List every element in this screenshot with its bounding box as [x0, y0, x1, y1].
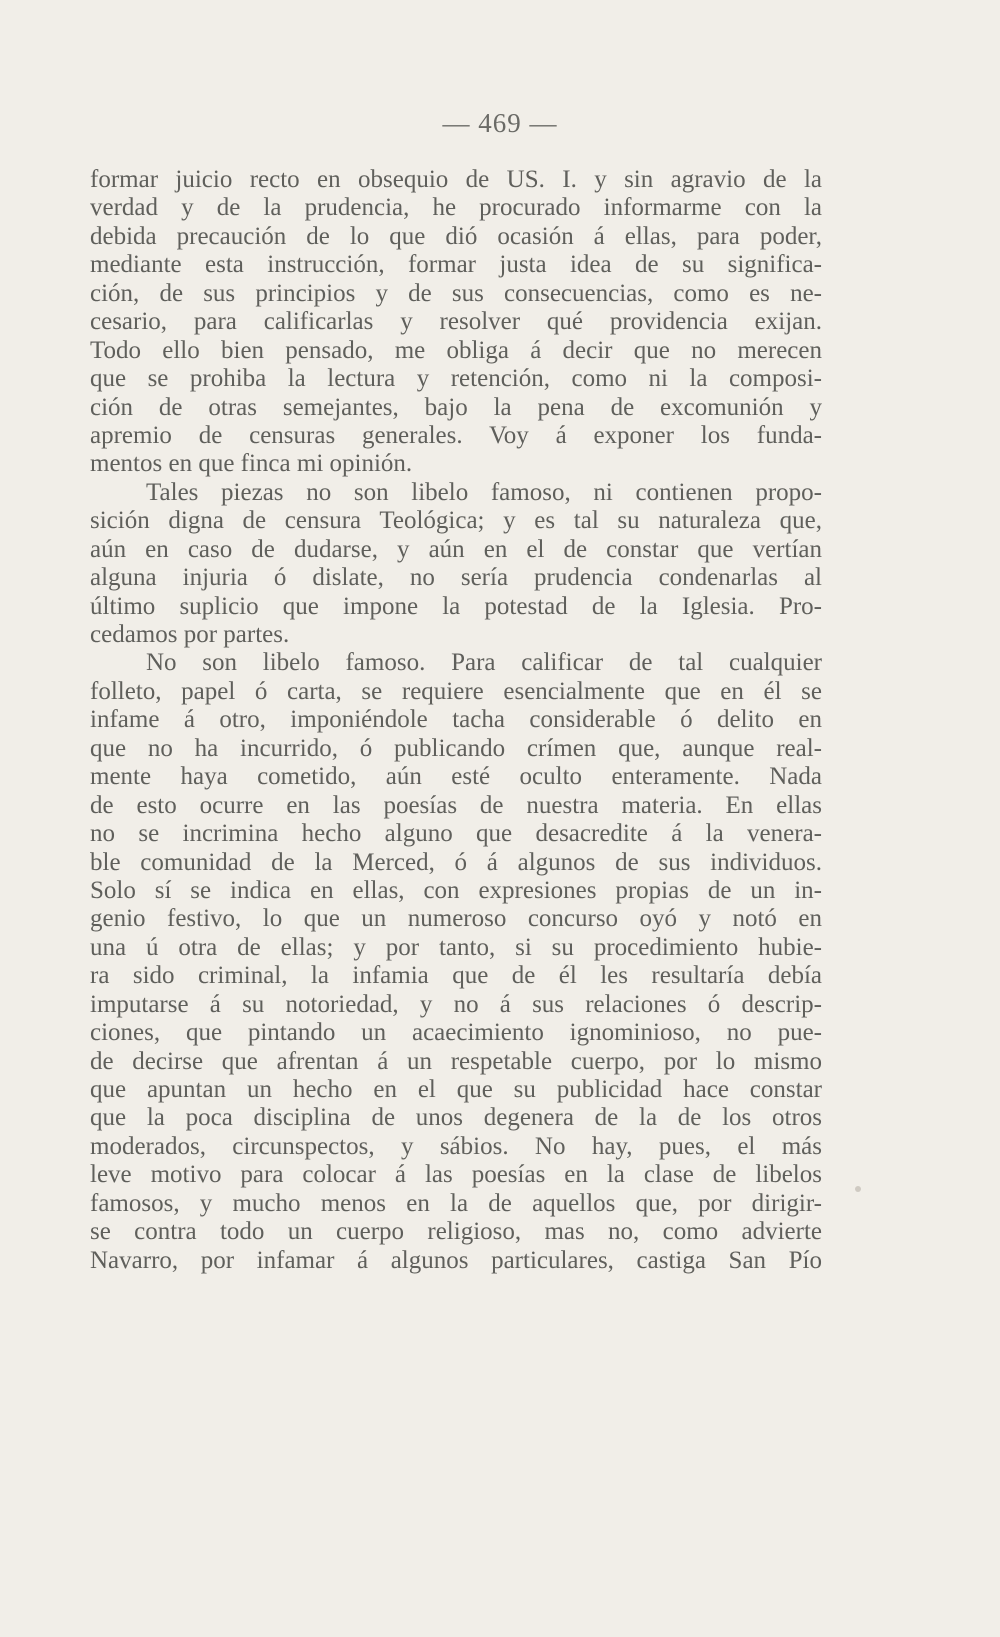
- text-line: mente haya cometido, aún esté oculto enteramente. Nada: [90, 763, 822, 791]
- text-line: que apuntan un hecho en el que su publicidad hace constar: [90, 1076, 822, 1103]
- text-line: famosos, y mucho menos en la de aquellos que, por dirigir-: [90, 1189, 822, 1217]
- text-line: verdad y de la prudencia, he procurado informarme con la: [90, 194, 822, 222]
- text-line: ción de otras semejantes, bajo la pena de excomunión y: [90, 393, 822, 421]
- text-line: No son libelo famoso. Para calificar de tal cualquier: [146, 649, 822, 677]
- text-line: de decirse que afrentan á un respetable cuerpo, por lo mismo: [90, 1047, 822, 1075]
- text-line: formar juicio recto en obsequio de US. I. y sin agravio de la: [90, 166, 822, 193]
- text-line: Solo sí se indica en ellas, con expresiones propias de un in-: [90, 876, 822, 904]
- text-line: mediante esta instrucción, formar justa idea de su significa-: [90, 251, 822, 279]
- text-line: aún en caso de dudarse, y aún en el de constar que vertían: [90, 535, 822, 563]
- text-line: moderados, circunspectos, y sábios. No hay, pues, el más: [90, 1132, 822, 1160]
- page-number: — 469 —: [442, 108, 558, 138]
- text-line: ciones, que pintando un acaecimiento ignominioso, no pue-: [90, 1019, 822, 1047]
- text-line: cedamos por partes.: [90, 621, 290, 648]
- text-line: último suplicio que impone la potestad de la Iglesia. Pro-: [90, 592, 822, 620]
- text-line: que se prohiba la lectura y retención, como ni la composi-: [90, 365, 822, 393]
- text-line: Navarro, por infamar á algunos particulares, castiga San Pío: [90, 1246, 822, 1274]
- text-line: que la poca disciplina de unos degenera de la de los otros: [90, 1104, 822, 1132]
- text-line: genio festivo, lo que un numeroso concurso oyó y notó en: [90, 905, 822, 933]
- text-line: que no ha incurrido, ó publicando crímen que, aunque real-: [90, 734, 822, 762]
- text-line: ción, de sus principios y de sus consecuencias, como es ne-: [90, 279, 822, 307]
- text-line: ra sido criminal, la infamia que de él les resultaría debía: [90, 962, 822, 990]
- text-line: alguna injuria ó dislate, no sería prudencia condenarlas al: [90, 564, 822, 592]
- text-line: sición digna de censura Teológica; y es tal su naturaleza que,: [90, 507, 822, 535]
- text-line: folleto, papel ó carta, se requiere esencialmente que en él se: [90, 677, 822, 705]
- text-line: se contra todo un cuerpo religioso, mas no, como advierte: [90, 1218, 822, 1246]
- text-line: de esto ocurre en las poesías de nuestra materia. En ellas: [90, 791, 822, 819]
- text-line: leve motivo para colocar á las poesías en la clase de libelos: [90, 1161, 822, 1189]
- text-line: infame á otro, imponiéndole tacha considerable ó delito en: [90, 706, 822, 734]
- text-line: imputarse á su notoriedad, y no á sus relaciones ó descrip-: [90, 990, 822, 1018]
- body-text: [90, 166, 822, 1275]
- paper-speck: [855, 1186, 861, 1192]
- text-line: ble comunidad de la Merced, ó á algunos de sus individuos.: [90, 848, 822, 876]
- text-line: no se incrimina hecho alguno que desacredite á la venera-: [90, 820, 822, 848]
- text-line: mentos en que finca mi opinión.: [90, 450, 413, 478]
- text-line: Todo ello bien pensado, me obliga á decir que no merecen: [90, 336, 822, 364]
- text-line: apremio de censuras generales. Voy á exponer los funda-: [90, 421, 822, 449]
- text-line: Tales piezas no son libelo famoso, ni contienen propo-: [146, 478, 822, 506]
- text-line: una ú otra de ellas; y por tanto, si su procedimiento hubie-: [90, 933, 822, 961]
- text-line: cesario, para calificarlas y resolver qué providencia exijan.: [90, 308, 822, 336]
- text-line: debida precaución de lo que dió ocasión á ellas, para poder,: [90, 222, 822, 250]
